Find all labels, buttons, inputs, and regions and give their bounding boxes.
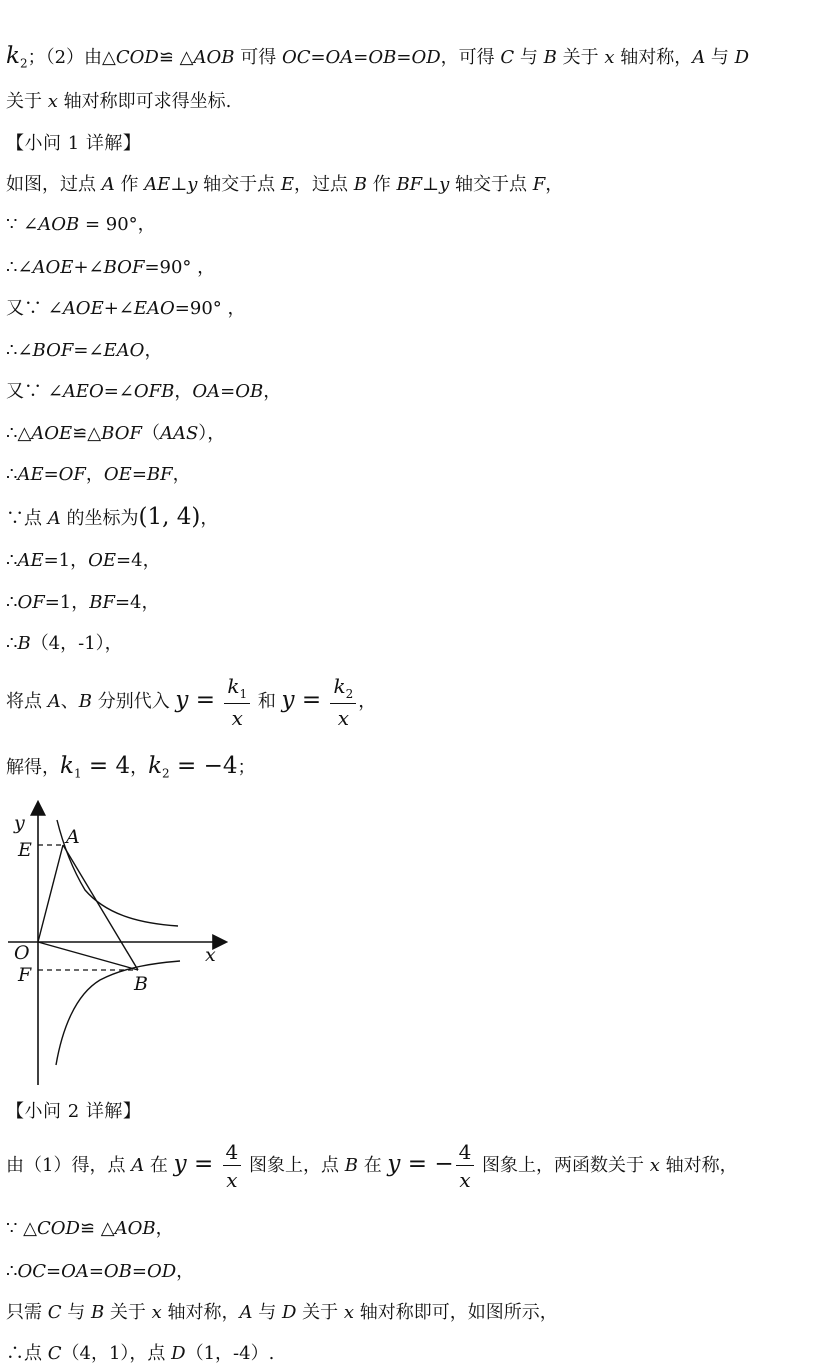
text: ，过点 [294,174,354,195]
var: A [692,47,706,68]
text: 轴交于点 [449,174,533,195]
text: 作 [114,174,145,195]
label-a: A [66,826,80,848]
var: OE=BF [103,464,173,485]
var: OC=OA=OB=OD [281,47,441,68]
text: ，可得 [440,47,501,68]
segment-oa [38,845,63,942]
text: ≌ △ [80,1218,115,1239]
text: ∴∠ [6,257,33,278]
value: = −4 [169,753,238,779]
fraction-k2-over-x [330,676,356,728]
var: A [101,174,115,195]
var: AE [17,550,44,571]
text: ≌ △ [158,47,194,68]
fraction-4-over-x [223,1142,242,1190]
var: EAO [103,340,145,361]
var: x [151,1302,162,1323]
var: C [47,1302,62,1323]
subscript: 2 [162,766,170,781]
var: BOF [32,340,74,361]
text: 、 [60,691,79,712]
text: ∵ △ [6,1218,38,1239]
numerator: k [227,674,240,698]
text: ， [155,1218,174,1239]
text: （4，-1）， [30,633,123,654]
text: 轴对称， [614,47,693,68]
text: （4，1），点 [61,1343,172,1364]
text: 与 [252,1302,282,1323]
text: ∴点 [6,1343,48,1364]
text: =4， [116,550,161,571]
var: y [281,687,295,713]
text: ， [144,340,163,361]
var: AOB [38,214,80,235]
var-k: k [6,43,20,69]
text: 关于 [296,1302,344,1323]
q1-line-4 [6,300,246,318]
var: E [280,174,295,195]
q2-line-5 [6,1345,274,1363]
var: x [649,1155,660,1176]
text: （1，-4）. [185,1343,275,1364]
text: 关于 [556,47,605,68]
var: BF⊥y [396,174,450,195]
var: B [90,1302,105,1323]
text: ， [545,174,564,195]
var: OE [88,550,117,571]
text: =4， [114,592,160,613]
text: （ [141,423,160,444]
var: k [148,753,163,779]
var: x [47,91,58,112]
text: ∴ [6,464,18,485]
label-f: F [18,964,32,986]
var: k [60,753,74,779]
var: x [343,1302,355,1323]
text: 图象上，两函数关于 [476,1155,650,1176]
var: OC=OA=OB=OD [17,1261,177,1282]
var: OA=OB [192,381,264,402]
var: OF [17,592,45,613]
var: x [604,47,615,68]
var: AOE [32,257,74,278]
text: =1， [44,592,90,613]
text: = 90°， [79,214,156,235]
text: = [186,1151,221,1177]
subscript: 1 [239,687,248,701]
text: ， [200,508,219,529]
var: A [239,1302,253,1323]
subscript: 1 [73,766,82,781]
q1-line-3 [6,259,215,277]
numerator: 4 [456,1142,475,1166]
var: D [282,1302,297,1323]
var: B [78,691,92,712]
q1-line-6 [6,383,281,401]
var: A [47,508,61,529]
var: D [734,47,750,68]
text: ∴ [6,550,18,571]
text: ∴∠ [6,340,33,361]
text: 由（1）得，点 [6,1155,132,1176]
var: C [47,1343,62,1364]
text: ， [176,1261,195,1282]
q1-line-1 [6,176,563,194]
text: 作 [367,174,397,195]
text: ∴△ [6,423,32,444]
q1-line-7 [6,425,225,443]
label-x: x [205,944,216,966]
var: AOB [193,47,235,68]
text: 轴对称， [659,1155,738,1176]
q1-line-10 [6,552,161,570]
text: +∠ [103,298,134,319]
text: ∴ [6,1261,18,1282]
text: 轴对称即可，如图所示， [354,1302,558,1323]
text: = [188,687,223,713]
coordinate: (1, 4) [138,504,201,530]
numerator: 4 [223,1142,242,1166]
q1-line-9 [6,506,218,529]
text: 图象上，点 [243,1155,345,1176]
text: =1， [43,550,89,571]
var: COD [115,47,159,68]
text: =∠ [103,381,134,402]
label-e: E [18,839,32,861]
text: 与 [705,47,735,68]
var: y [173,1151,187,1177]
var: B [353,174,367,195]
intro-line-1 [6,45,749,70]
text: 又∵ ∠ [6,298,63,319]
label-o: O [14,942,30,964]
var: B [543,47,557,68]
text: 关于 [104,1302,152,1323]
text: = [294,687,329,713]
text: 与 [61,1302,91,1323]
text: 又∵ ∠ [6,381,63,402]
subscript: 2 [345,687,354,701]
text: 轴对称， [161,1302,240,1323]
var: B [17,633,31,654]
text: 在 [144,1155,174,1176]
text: =90° ， [144,257,216,278]
var: AAS [159,423,199,444]
var: AEO [62,381,104,402]
q1-heading: 【小问 1 详解】 [6,133,142,154]
text: 轴对称即可求得坐标. [57,91,232,112]
q2-line-1 [6,1142,738,1190]
var: D [171,1343,186,1364]
text: =90° ， [174,298,246,319]
var: BF [89,592,115,613]
q1-line-5 [6,342,162,360]
text: ， [358,691,377,712]
var: AE⊥y [144,174,198,195]
q2-line-4 [6,1304,558,1322]
text: 的坐标为 [60,508,139,529]
q1-line-12 [6,635,123,653]
numerator: k [333,674,346,698]
var: A [131,1155,145,1176]
text: =∠ [73,340,104,361]
q1-line-8 [6,466,191,484]
text: 关于 [6,91,48,112]
fraction-neg-4-over-x [456,1142,475,1190]
hyperbola-k2-curve [56,961,180,1065]
text: ， [172,464,191,485]
denominator: x [459,1168,471,1192]
var: y [175,687,189,713]
text: ∵点 [6,508,48,529]
text: 如图，过点 [6,174,102,195]
q2-heading: 【小问 2 详解】 [6,1101,142,1122]
var: BOF [103,257,145,278]
label-y: y [14,812,25,834]
var: B [344,1155,358,1176]
var: AE=OF [17,464,86,485]
text: ∴ [6,592,18,613]
text: = − [400,1151,454,1177]
var: y [387,1151,401,1177]
text: ； [237,757,256,778]
q2-line-3 [6,1263,194,1281]
text: 解得， [6,757,60,778]
denominator: x [337,706,349,730]
value: = 4 [81,753,131,779]
q1-line-13 [6,676,376,728]
q1-line-11 [6,594,160,612]
text: ∴ [6,633,18,654]
subscript: 2 [19,56,28,71]
coordinate-figure [0,795,240,1090]
text: ）， [198,423,226,444]
var: AOB [114,1218,156,1239]
text: 分别代入 [91,691,176,712]
text: 轴交于点 [197,174,281,195]
var: COD [37,1218,80,1239]
q2-line-2 [6,1220,174,1238]
var: AOE [62,298,104,319]
text: 与 [514,47,544,68]
var: F [532,174,546,195]
text: 将点 [6,691,48,712]
text: ；（2）由△ [27,47,116,68]
text: 在 [357,1155,388,1176]
segment-ab [63,845,138,970]
denominator: x [226,1168,238,1192]
denominator: x [231,706,243,730]
text: ， [85,464,104,485]
var: BOF [101,423,142,444]
text: ， [130,757,149,778]
fraction-k1-over-x [224,676,250,728]
text: 和 [252,691,282,712]
label-b: B [134,973,148,995]
text: ∵ ∠ [6,214,39,235]
var: OFB [133,381,175,402]
var: EAO [133,298,175,319]
var: AOE [31,423,73,444]
intro-line-2 [6,93,231,111]
q1-line-2 [6,216,156,234]
text: +∠ [73,257,104,278]
text: 可得 [234,47,282,68]
text: 只需 [6,1302,48,1323]
q1-line-14 [6,755,256,780]
text: ， [174,381,193,402]
var: C [500,47,515,68]
text: ， [263,381,282,402]
var: A [47,691,61,712]
text: ≌△ [72,423,102,444]
